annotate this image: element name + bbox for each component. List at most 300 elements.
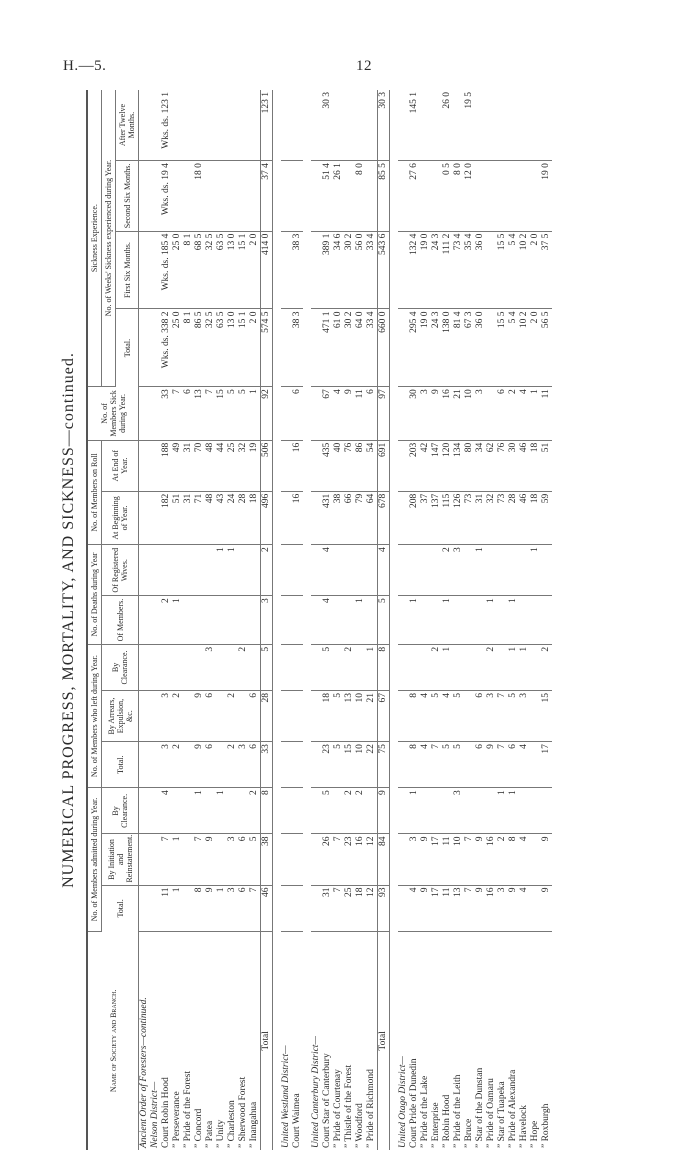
data-cell: 3 — [161, 742, 172, 788]
empty-cell — [139, 387, 151, 440]
data-cell — [475, 161, 486, 231]
data-cell: 5 — [227, 387, 238, 440]
data-cell: 34 6 — [333, 231, 344, 309]
data-cell: 138 0 — [442, 309, 453, 387]
data-cell: 85 5 — [378, 161, 390, 231]
section-row — [139, 90, 151, 1150]
data-cell: 9 — [541, 834, 552, 885]
empty-cell — [139, 161, 151, 231]
branch-name: ” Unity — [216, 1119, 226, 1148]
data-cell: 2 — [261, 545, 273, 596]
data-cell: 389 1 — [322, 231, 333, 309]
empty-cell — [311, 644, 322, 690]
data-cell: 5 4 — [508, 309, 519, 387]
data-cell: 11 — [355, 387, 366, 440]
empty-cell — [281, 596, 292, 645]
data-cell: 80 — [464, 440, 475, 491]
empty-cell — [150, 309, 161, 387]
data-cell: 48 — [205, 491, 216, 544]
data-cell: 28 — [261, 691, 273, 742]
table-row — [420, 90, 431, 1150]
empty-cell — [398, 231, 409, 309]
data-cell: 2 — [227, 691, 238, 742]
data-cell — [541, 788, 552, 834]
data-cell: 10 2 — [519, 231, 530, 309]
data-cell: 30 — [409, 387, 420, 440]
branch-name: ” Perseverance — [172, 1091, 182, 1148]
data-cell: 5 — [238, 387, 249, 440]
data-cell: 9 — [420, 834, 431, 885]
data-cell — [172, 545, 183, 596]
data-cell: 1 — [530, 387, 541, 440]
data-cell: 38 3 — [292, 231, 303, 309]
data-cell — [344, 161, 355, 231]
branch-name: Court Waimea — [292, 1093, 302, 1148]
empty-cell — [150, 491, 161, 544]
spacer-row — [303, 90, 311, 1150]
data-cell: 56 5 — [541, 309, 552, 387]
data-cell: 51 — [541, 440, 552, 491]
data-cell: 414 0 — [261, 231, 273, 309]
data-cell — [292, 90, 303, 161]
table-row — [442, 90, 453, 1150]
data-cell: 147 — [431, 440, 442, 491]
data-cell: 7 — [172, 387, 183, 440]
data-cell — [486, 387, 497, 440]
data-cell: 93 — [378, 885, 390, 931]
branch-name: ” Roxburgh — [541, 1103, 551, 1148]
data-cell: 36 0 — [475, 231, 486, 309]
data-cell: 8 1 — [183, 231, 194, 309]
data-cell — [420, 596, 431, 645]
empty-cell — [398, 161, 409, 231]
data-cell: 1 — [409, 788, 420, 834]
table-row — [344, 90, 355, 1150]
data-cell — [530, 788, 541, 834]
data-cell — [486, 309, 497, 387]
data-cell: 9 — [486, 742, 497, 788]
data-cell — [508, 90, 519, 161]
data-cell — [249, 596, 261, 645]
data-cell — [183, 596, 194, 645]
table-row — [475, 90, 486, 1150]
data-cell: 188 — [161, 440, 172, 491]
data-cell: 2 — [541, 644, 552, 690]
data-cell: 1 — [519, 644, 530, 690]
data-cell: 137 — [431, 491, 442, 544]
data-cell: 2 — [355, 788, 366, 834]
data-cell: 1 — [172, 596, 183, 645]
data-cell — [431, 161, 442, 231]
data-cell: 4 — [420, 691, 431, 742]
data-cell — [344, 90, 355, 161]
empty-cell — [281, 545, 292, 596]
branch-name: ” Woodford — [355, 1103, 365, 1148]
branch-name: ” Pride of Alexandra — [508, 1069, 518, 1148]
data-cell — [194, 596, 205, 645]
data-cell: 123 1 — [261, 90, 273, 161]
data-cell: 10 — [355, 742, 366, 788]
data-cell: 32 5 — [205, 231, 216, 309]
data-cell: 1 — [530, 545, 541, 596]
data-cell: 40 — [333, 440, 344, 491]
data-cell: 92 — [261, 387, 273, 440]
data-cell: 18 — [355, 885, 366, 931]
data-cell — [333, 596, 344, 645]
data-cell: 182 — [161, 491, 172, 544]
data-cell: 11 — [161, 885, 172, 931]
data-cell: 15 — [216, 387, 227, 440]
data-cell: 21 — [366, 691, 378, 742]
col-admitted-clearance: By Clearance. — [102, 788, 139, 834]
data-cell: 18 0 — [194, 161, 205, 231]
branch-name: ” Charleston — [227, 1100, 237, 1148]
data-cell: 37 5 — [541, 231, 552, 309]
data-cell: 35 4 — [464, 231, 475, 309]
col-weeks-second: Second Six Months. — [116, 161, 139, 231]
data-cell — [216, 834, 227, 885]
data-cell — [183, 545, 194, 596]
data-cell: 4 — [378, 545, 390, 596]
data-cell — [442, 788, 453, 834]
data-cell: 70 — [194, 440, 205, 491]
empty-cell — [398, 834, 409, 885]
table-row — [431, 90, 442, 1150]
data-cell — [292, 742, 303, 788]
col-name-header: Name of Society and Branch. — [87, 931, 139, 1150]
data-cell — [216, 596, 227, 645]
data-cell — [541, 90, 552, 161]
data-cell: 2 — [497, 834, 508, 885]
data-cell: 30 2 — [344, 231, 355, 309]
data-cell: 17 — [431, 885, 442, 931]
data-cell: 496 — [261, 491, 273, 544]
branch-name: ” Pride of Courtenay — [333, 1069, 343, 1148]
data-cell: 30 3 — [322, 90, 333, 161]
branch-name: Court Pride of Dunedin — [409, 1058, 419, 1148]
data-cell: 32 — [486, 491, 497, 544]
data-cell — [238, 90, 249, 161]
data-cell: 34 — [475, 440, 486, 491]
branch-name: ” Inangahua — [249, 1101, 259, 1148]
empty-cell — [150, 742, 161, 788]
data-cell: 15 1 — [238, 309, 249, 387]
data-cell — [486, 90, 497, 161]
data-cell: 3 — [409, 834, 420, 885]
data-cell: 4 — [519, 834, 530, 885]
data-cell: 25 0 — [172, 309, 183, 387]
empty-cell — [139, 440, 151, 491]
data-cell: 4 — [322, 545, 333, 596]
data-cell: 64 0 — [355, 309, 366, 387]
data-cell: 12 — [366, 885, 378, 931]
data-cell: 76 — [344, 440, 355, 491]
data-cell: 1 — [216, 545, 227, 596]
data-cell: 9 — [194, 691, 205, 742]
data-cell: 2 — [227, 742, 238, 788]
data-cell: 3 — [161, 691, 172, 742]
data-cell: 4 — [322, 596, 333, 645]
data-cell — [355, 545, 366, 596]
table-row — [508, 90, 519, 1150]
col-weeks-first: First Six Months. — [116, 231, 139, 309]
empty-cell — [150, 387, 161, 440]
data-cell: 15 — [541, 691, 552, 742]
data-cell: 9 — [541, 885, 552, 931]
data-cell — [497, 644, 508, 690]
data-cell: 5 — [261, 644, 273, 690]
table-row — [464, 90, 475, 1150]
data-cell: 1 — [486, 596, 497, 645]
data-cell: 24 3 — [431, 309, 442, 387]
data-cell: 3 — [420, 387, 431, 440]
data-cell: Wks. ds. 185 4 — [161, 231, 172, 309]
data-cell: 2 0 — [530, 309, 541, 387]
data-cell: 7 — [464, 834, 475, 885]
data-cell: 5 — [508, 691, 519, 742]
data-cell — [172, 644, 183, 690]
data-cell: 6 — [205, 742, 216, 788]
data-cell: 132 4 — [409, 231, 420, 309]
data-cell: 67 3 — [464, 309, 475, 387]
data-cell — [216, 90, 227, 161]
data-cell: 11 — [442, 885, 453, 931]
empty-cell — [150, 596, 161, 645]
data-cell — [344, 545, 355, 596]
data-cell — [530, 596, 541, 645]
table-row — [366, 90, 378, 1150]
section-label: United Otago District— — [398, 1056, 408, 1148]
col-left-arrears: By Arrears, Expulsion, &c. — [102, 691, 139, 742]
empty-cell — [139, 545, 151, 596]
spacer-row — [273, 90, 282, 1150]
data-cell: 19 0 — [420, 309, 431, 387]
data-cell: 8 1 — [183, 309, 194, 387]
branch-name: ” Star of the Dunstan — [475, 1067, 485, 1148]
spacer-row — [390, 90, 399, 1150]
data-cell: 0 5 — [442, 161, 453, 231]
data-cell — [519, 545, 530, 596]
data-cell: 37 — [420, 491, 431, 544]
table-row — [333, 90, 344, 1150]
data-cell: 115 — [442, 491, 453, 544]
table-row — [486, 90, 497, 1150]
table-row — [355, 90, 366, 1150]
data-cell: 5 — [322, 788, 333, 834]
table-row — [216, 90, 227, 1150]
data-cell — [486, 161, 497, 231]
total-row — [378, 90, 390, 1150]
empty-cell — [139, 231, 151, 309]
data-cell: 295 4 — [409, 309, 420, 387]
col-weeks-total: Total. — [116, 309, 139, 387]
data-cell: 1 — [172, 885, 183, 931]
data-cell: 6 — [238, 834, 249, 885]
data-cell — [292, 161, 303, 231]
data-cell: 7 — [333, 885, 344, 931]
empty-cell — [311, 545, 322, 596]
table-row — [322, 90, 333, 1150]
data-cell: 145 1 — [409, 90, 420, 161]
data-cell: 15 1 — [238, 231, 249, 309]
data-cell: 2 — [431, 644, 442, 690]
data-cell: 1 — [172, 834, 183, 885]
empty-cell — [281, 742, 292, 788]
statistics-table — [86, 90, 552, 1150]
data-cell: 2 — [161, 596, 172, 645]
data-cell: 18 — [249, 491, 261, 544]
data-cell: 13 0 — [227, 231, 238, 309]
data-cell: 19 0 — [541, 161, 552, 231]
data-cell — [292, 644, 303, 690]
data-cell: 1 — [497, 788, 508, 834]
col-left-total: Total. — [102, 742, 139, 788]
data-cell: 63 5 — [216, 309, 227, 387]
data-cell — [420, 788, 431, 834]
data-cell: 73 4 — [453, 231, 464, 309]
col-left-clearance: By Clearance. — [102, 644, 139, 690]
branch-name: ” Concord — [194, 1108, 204, 1148]
empty-cell — [311, 440, 322, 491]
data-cell: 97 — [378, 387, 390, 440]
empty-cell — [150, 691, 161, 742]
data-cell: 7 — [161, 834, 172, 885]
data-cell: 31 — [183, 491, 194, 544]
data-cell: 2 — [249, 788, 261, 834]
data-cell: 86 5 — [194, 309, 205, 387]
data-cell: 2 — [172, 742, 183, 788]
data-cell — [238, 596, 249, 645]
data-cell: 7 — [497, 691, 508, 742]
empty-cell — [398, 440, 409, 491]
empty-cell — [398, 491, 409, 544]
data-cell: 76 — [497, 440, 508, 491]
branch-name: ” Thistle of the Forest — [344, 1064, 354, 1148]
data-cell — [183, 742, 194, 788]
col-left-group: No. of Members who left during Year. — [87, 644, 102, 787]
data-cell — [366, 788, 378, 834]
branch-name: ” Pride of the Lake — [420, 1075, 430, 1148]
data-cell: 1 — [216, 885, 227, 931]
data-cell: 8 — [409, 742, 420, 788]
branch-name: ” Hope — [530, 1120, 540, 1148]
data-cell: 134 — [453, 440, 464, 491]
empty-cell — [398, 545, 409, 596]
data-cell — [292, 788, 303, 834]
data-cell: 46 — [519, 440, 530, 491]
data-cell: 26 1 — [333, 161, 344, 231]
data-cell: 506 — [261, 440, 273, 491]
data-cell: 6 — [249, 742, 261, 788]
data-cell: 5 — [249, 834, 261, 885]
data-cell — [453, 90, 464, 161]
data-cell — [431, 545, 442, 596]
data-cell: 10 — [355, 691, 366, 742]
data-cell: 5 — [378, 596, 390, 645]
data-cell — [194, 644, 205, 690]
data-cell: 86 — [355, 440, 366, 491]
branch-name: ” Robin Hood — [442, 1094, 452, 1148]
data-cell: 64 — [366, 491, 378, 544]
data-cell — [409, 545, 420, 596]
empty-cell — [281, 309, 292, 387]
data-cell — [464, 742, 475, 788]
col-sickness-group: Sickness Experience. — [87, 90, 102, 387]
table-row — [172, 90, 183, 1150]
data-cell: 8 — [508, 834, 519, 885]
data-cell: 3 — [475, 387, 486, 440]
data-cell — [238, 161, 249, 231]
col-roll-group: No. of Members on Roll — [87, 440, 102, 545]
data-cell: 3 — [227, 834, 238, 885]
data-cell — [183, 885, 194, 931]
data-cell: 49 — [172, 440, 183, 491]
data-cell: 2 — [344, 788, 355, 834]
empty-cell — [311, 691, 322, 742]
data-cell — [216, 644, 227, 690]
table-title: NUMERICAL PROGRESS, MORTALITY, AND SICKNESS—continued. — [60, 352, 77, 888]
data-cell — [172, 161, 183, 231]
col-deaths-wives: Of Registered Wives. — [102, 545, 139, 596]
data-cell: 431 — [322, 491, 333, 544]
data-cell — [420, 161, 431, 231]
section-row — [311, 90, 322, 1150]
data-cell — [475, 596, 486, 645]
data-cell: 81 4 — [453, 309, 464, 387]
table-row — [541, 90, 552, 1150]
data-cell: 126 — [453, 491, 464, 544]
empty-cell — [281, 834, 292, 885]
data-cell — [541, 596, 552, 645]
data-cell — [292, 834, 303, 885]
data-cell: 22 — [366, 742, 378, 788]
empty-cell — [150, 161, 161, 231]
data-cell — [541, 545, 552, 596]
data-cell: 7 — [464, 885, 475, 931]
data-cell: 1 — [227, 545, 238, 596]
data-cell: 543 6 — [378, 231, 390, 309]
data-cell: 30 3 — [378, 90, 390, 161]
empty-cell — [311, 231, 322, 309]
data-cell: 1 — [508, 788, 519, 834]
data-cell — [183, 90, 194, 161]
data-cell — [292, 596, 303, 645]
branch-name: Court Star of Canterbury — [322, 1053, 332, 1148]
data-cell — [431, 596, 442, 645]
data-cell: 61 0 — [333, 309, 344, 387]
data-cell: 8 — [261, 788, 273, 834]
data-cell: 71 — [194, 491, 205, 544]
data-cell: 27 6 — [409, 161, 420, 231]
data-cell — [464, 691, 475, 742]
data-cell: 44 — [216, 440, 227, 491]
col-weeks-group: No. of Weeks' Sickness experienced during Year. — [102, 90, 116, 387]
data-cell — [530, 90, 541, 161]
data-cell: 16 — [292, 491, 303, 544]
data-cell: 26 0 — [442, 90, 453, 161]
data-cell — [344, 596, 355, 645]
empty-cell — [311, 90, 322, 161]
data-cell — [333, 644, 344, 690]
table-row — [183, 90, 194, 1150]
data-cell — [292, 545, 303, 596]
data-cell: 1 — [442, 644, 453, 690]
data-cell — [530, 885, 541, 931]
data-cell: 32 5 — [205, 309, 216, 387]
col-deaths-group: No. of Deaths during Year — [87, 545, 102, 645]
branch-name: ” Enterprise — [431, 1102, 441, 1148]
data-cell — [205, 788, 216, 834]
